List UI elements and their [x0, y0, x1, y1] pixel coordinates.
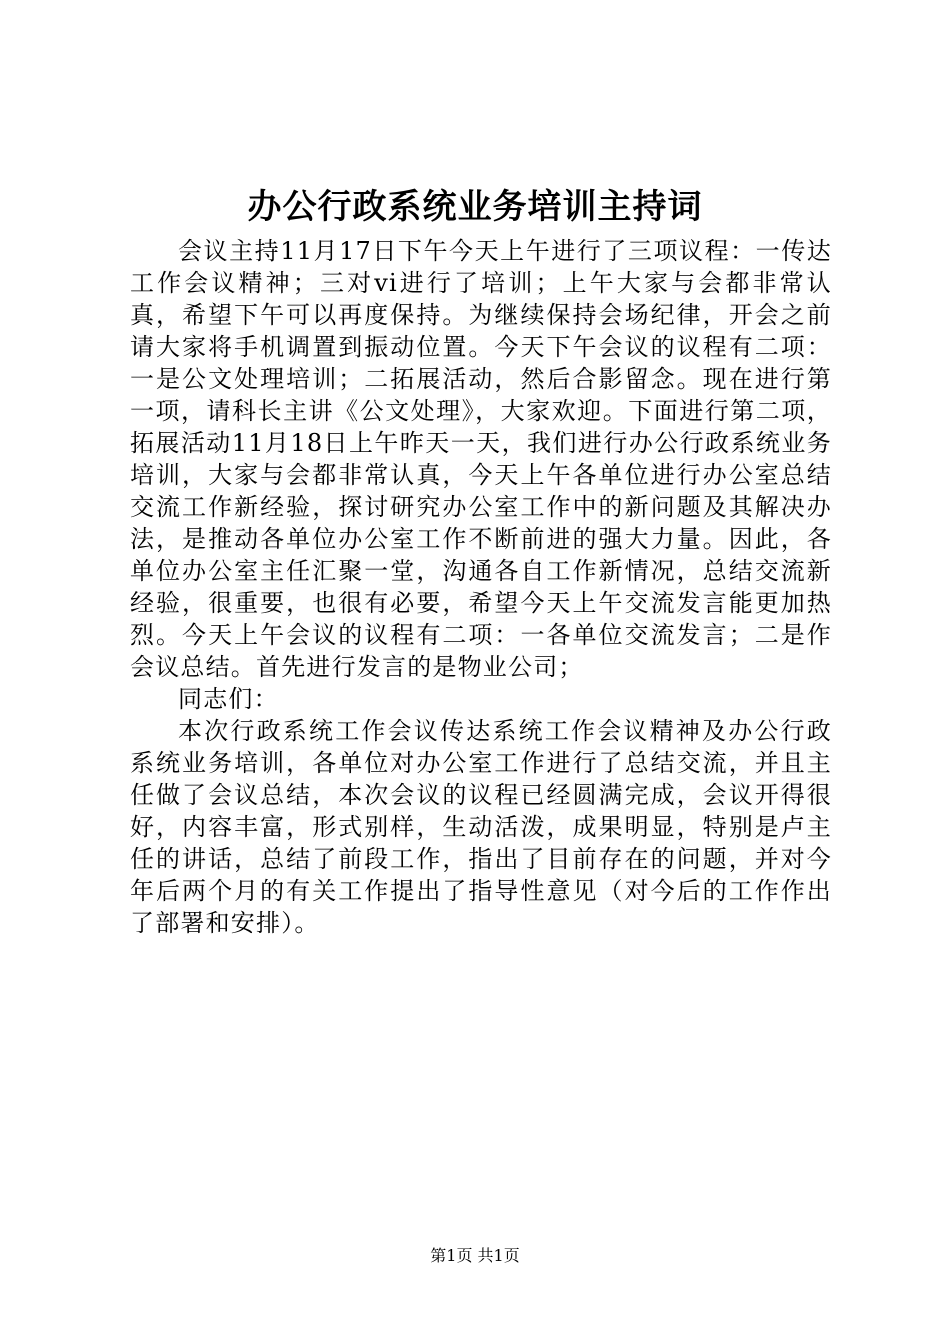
- document-body: [130, 235, 832, 939]
- paragraph-closing-remarks: 本次行政系统工作会议传达系统工作会议精神及办公行政系统业务培训，各单位对办公室工作进行了总结交流，并且主任做了会议总结，本次会议的议程已经圆满完成，会议开得很好，内容丰富，形式别样，生动活泼，成果明显，特别是卢主任的讲话，总结了前段工作，指出了目前存在的问题，并对今年后两个月的有关工作提出了指导性意见（对今后的工作作出了部署和安排）。: [130, 717, 832, 937]
- paragraph-opening-remarks: 会议主持11月17日下午今天上午进行了三项议程：一传达工作会议精神；三对vi进行了培训；上午大家与会都非常认真，希望下午可以再度保持。为继续保持会场纪律，开会之前请大家将手机调置到振动位置。今天下午会议的议程有二项：一是公文处理培训；二拓展活动，然后合影留念。现在进行第一项，请科长主讲《公文处理》，大家欢迎。下面进行第二项，拓展活动11月18日上午昨天一天，我们进行办公行政系统业务培训，大家与会都非常认真，今天上午各单位进行办公室总结交流工作新经验，探讨研究办公室工作中的新问题及其解决办法，是推动各单位办公室工作不断前进的强大力量。因此，各单位办公室主任汇聚一堂，沟通各自工作新情况，总结交流新经验，很重要，也很有必要，希望今天上午交流发言能更加热烈。今天上午会议的议程有二项：一各单位交流发言；二是作会议总结。首先进行发言的是物业公司；: [130, 237, 832, 681]
- paragraph-salutation: 同志们：: [178, 685, 279, 713]
- document-title: 办公行政系统业务培训主持词: [247, 187, 703, 227]
- page-number-footer: 第1页 共1页: [430, 1246, 520, 1265]
